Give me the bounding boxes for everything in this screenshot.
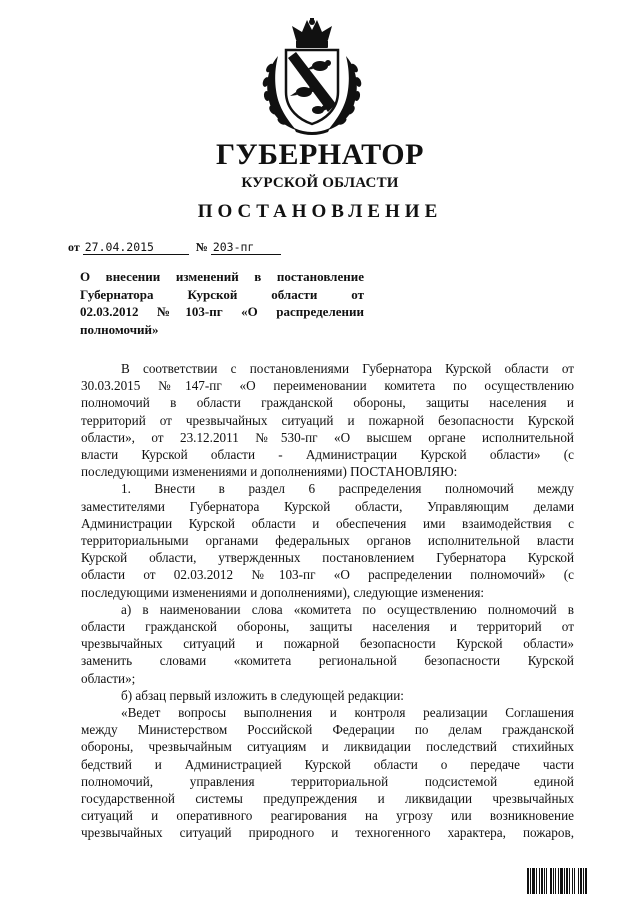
decree-body: [81, 360, 574, 842]
kursk-coat-of-arms-emblem: [258, 18, 366, 136]
body-line: последующими изменениями и дополнениями) ПОСТАНОВЛЯЮ:: [81, 464, 458, 480]
body-line: заменить словами «комитета региональной безопасности Курской: [81, 653, 574, 669]
body-line: В соответствии с постановлениями Губернатора Курской области от: [121, 361, 574, 376]
subject-line: Губернатора Курской области от: [80, 286, 364, 302]
governor-title: ГУБЕРНАТОР: [216, 138, 424, 171]
body-line: Администрации Курской области и обеспечения ими взаимодействия с: [81, 515, 574, 531]
body-line: бедствий и Администрацией Курской области о передаче части: [81, 756, 574, 772]
body-line: б) абзац первый изложить в следующей редакции:: [121, 687, 404, 703]
body-line: территорий от чрезвычайных ситуаций и пожарной безопасности Курской: [81, 412, 574, 428]
subject-line: О внесении изменений в постановление: [80, 269, 364, 284]
document-type-heading: ПОСТАНОВЛЕНИЕ: [197, 201, 443, 222]
body-line: области от 02.03.2012 №103-пг «О распределении полномочий» (с: [81, 567, 574, 583]
subject-line: полномочий»: [80, 321, 159, 337]
body-line: области», от 23.12.2011 №530-пг «О высшем органе исполнительной: [81, 429, 574, 445]
date-number-line: [68, 240, 281, 255]
body-line: полномочий, управления территориальной подсистемой единой: [81, 773, 574, 789]
body-line: ситуаций и оперативного реагирования на угрозу или возникновение: [81, 808, 574, 824]
body-line: заместителями Губернатора Курской области, Управляющим делами: [81, 498, 574, 514]
date-label: от: [68, 240, 80, 254]
body-line: власти Курской области - Администрации Курской области» (с: [81, 447, 574, 463]
body-line: а) в наименовании слова «комитета по осуществлению полномочий в: [121, 601, 574, 617]
region-name: КУРСКОЙ ОБЛАСТИ: [241, 175, 399, 191]
body-line: последующими изменениями и дополнениями), следующие изменения:: [81, 584, 485, 600]
body-line: обороны, чрезвычайным ситуациям и ликвидации последствий стихийных: [81, 739, 574, 755]
body-line: между Министерством Российской Федерации по делам гражданской: [81, 722, 574, 738]
body-line: области гражданской обороны, защиты населения и территорий от: [81, 619, 574, 635]
body-line: 30.03.2015 №147-пг «О переименовании комитета по осуществлению: [81, 378, 574, 394]
body-line: чрезвычайных ситуаций природного и техногенного характера, пожаров,: [81, 825, 574, 841]
subject-line: 02.03.2012 №103-пг «О распределении: [80, 304, 364, 319]
document-barcode: [527, 868, 615, 894]
decree-subject: [80, 268, 364, 338]
decree-date: 27.04.2015: [83, 241, 189, 255]
decree-number: 203-пг: [211, 241, 281, 255]
body-line: чрезвычайных ситуаций и пожарной безопасности Курской области»: [81, 636, 574, 652]
body-line: территориальными органами федеральных органов исполнительной власти: [81, 533, 574, 549]
body-line: 1. Внести в раздел 6 распределения полномочий между: [121, 481, 574, 497]
number-label: №: [195, 240, 208, 254]
body-line: полномочий в области гражданской обороны, защиты населения и: [81, 395, 574, 411]
body-line: Курской области, утвержденных постановлением Губернатора Курской: [81, 550, 574, 566]
body-line: государственной системы предупреждения и ликвидации чрезвычайных: [81, 791, 574, 807]
body-line: области»;: [81, 670, 136, 686]
body-line: «Ведет вопросы выполнения и контроля реализации Соглашения: [121, 705, 574, 721]
